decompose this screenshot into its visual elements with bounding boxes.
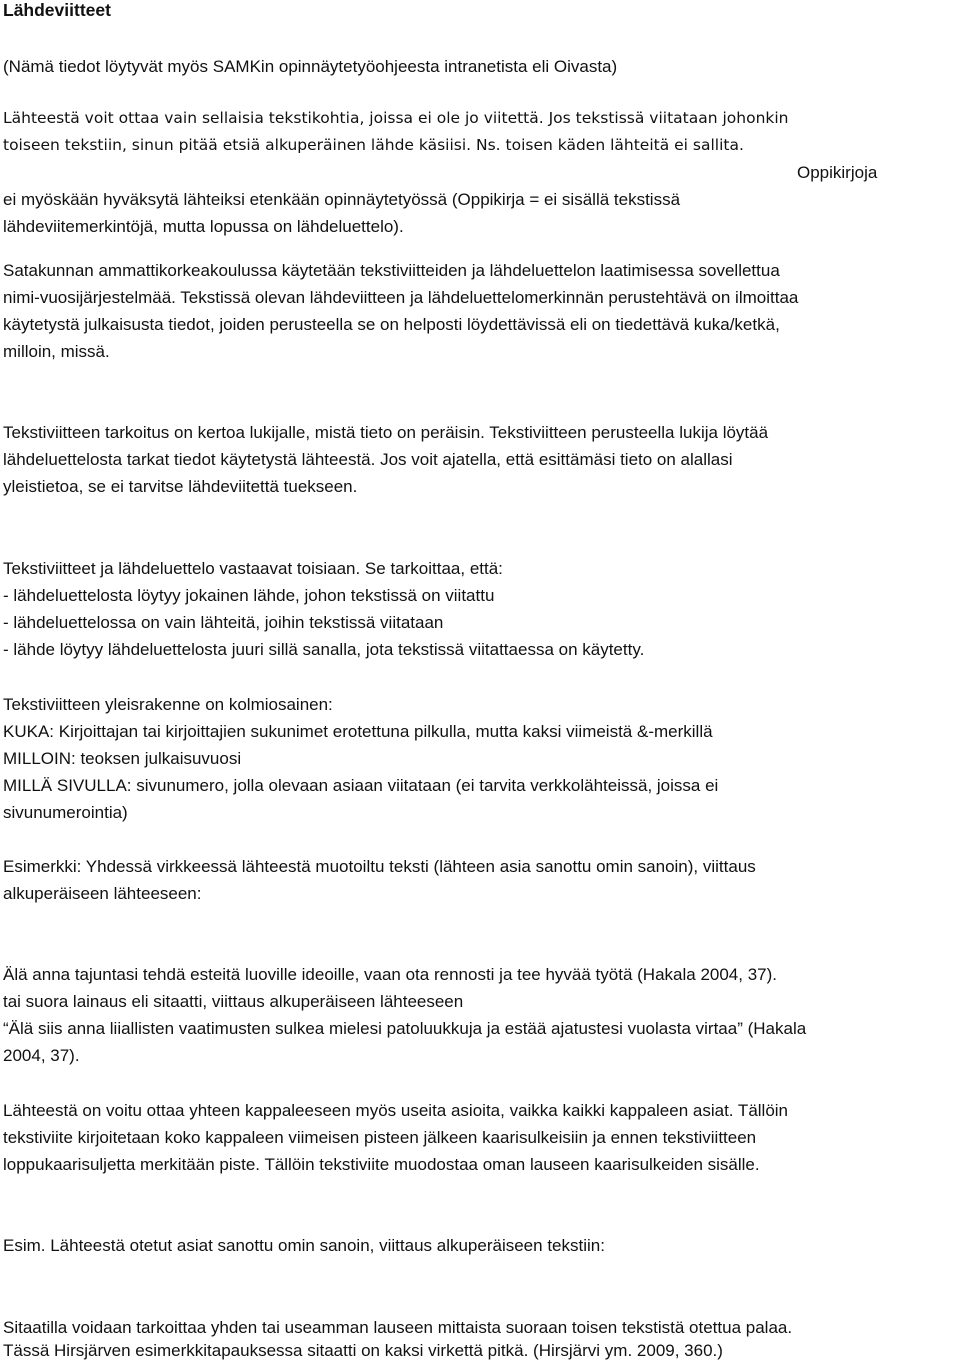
paragraph-line: alkuperäiseen lähteeseen: [3, 884, 202, 903]
paragraph-line: lähdeluettelosta tarkat tiedot käytetystä lähteestä. Jos voit ajatella, että esittämäsi tieto on alallasi [3, 450, 733, 469]
list-item: - lähde löytyy lähdeluettelosta juuri sillä sanalla, jota tekstissä viitattaessa on käytetty. [3, 640, 645, 659]
paragraph-line: Esim. Lähteestä otetut asiat sanottu omin sanoin, viittaus alkuperäiseen tekstiin: [3, 1236, 605, 1255]
paragraph-line: ei myöskään hyväksytä lähteiksi etenkään opinnäytetyössä (Oppikirja = ei sisällä tekstissä [3, 190, 681, 209]
list-item: - lähdeluettelossa on vain lähteitä, joihin tekstissä viitataan [3, 613, 444, 632]
paragraph-line: MILLÄ SIVULLA: sivunumero, jolla olevaan asiaan viitataan (ei tarvita verkkolähteissä, joissa ei [3, 776, 719, 795]
paragraph-line: milloin, missä. [3, 342, 110, 361]
paragraph-line: yleistietoa, se ei tarvitse lähdeviitettä tuekseen. [3, 477, 358, 496]
paragraph-line: tai suora lainaus eli sitaatti, viittaus alkuperäiseen lähteeseen [3, 992, 464, 1011]
paragraph-line: Esimerkki: Yhdessä virkkeessä lähteestä muotoiltu teksti (lähteen asia sanottu omin sanoin), viittaus [3, 857, 756, 876]
paragraph-line: nimi-vuosijärjestelmää. Tekstissä olevan lähdeviitteen ja lähdeluettelomerkinnän perustehtävä on ilmoittaa [3, 288, 799, 307]
paragraph-line: Lähteestä on voitu ottaa yhteen kappaleeseen myös useita asioita, vaikka kaikki kappaleen asiat. Tällöin [3, 1101, 789, 1120]
document-title: Lähdeviitteet [3, 0, 111, 20]
paragraph-line: Tekstiviitteen tarkoitus on kertoa lukijalle, mistä tieto on peräisin. Tekstiviitteen perusteella lukija löytää [3, 423, 769, 442]
paragraph-line: 2004, 37). [3, 1046, 80, 1065]
paragraph-line: KUKA: Kirjoittajan tai kirjoittajien sukunimet erotettuna pilkulla, mutta kaksi viimeistä &-merkillä [3, 722, 713, 741]
paragraph-line: “Älä siis anna liiallisten vaatimusten sulkea mielesi patoluukkuja ja estää ajatustesi vuolasta virtaa” (Hakala [3, 1019, 807, 1038]
paragraph-line: MILLOIN: teoksen julkaisuvuosi [3, 749, 242, 768]
paragraph-line: toiseen tekstiin, sinun pitää etsiä alkuperäinen lähde käsiisi. Ns. toisen käden lähteitä ei sallita. [3, 136, 744, 154]
paragraph-line: Oppikirjoja [797, 163, 878, 182]
paragraph-line: Lähteestä voit ottaa vain sellaisia tekstikohtia, joissa ei ole jo viitettä. Jos tekstissä viitataan johonkin [3, 109, 789, 127]
paragraph-line: sivunumerointia) [3, 803, 128, 822]
paragraph-line: tekstiviite kirjoitetaan koko kappaleen viimeisen pisteen jälkeen kaarisulkeisiin ja ennen tekstiviitteen [3, 1128, 757, 1147]
list-item: - lähdeluettelosta löytyy jokainen lähde, johon tekstissä on viitattu [3, 586, 495, 605]
paragraph-line: käytetystä julkaisusta tiedot, joiden perusteella se on helposti löydettävissä eli on tiedettävä kuka/ketkä, [3, 315, 780, 334]
paragraph-line: Älä anna tajuntasi tehdä esteitä luoville ideoille, vaan ota rennosti ja tee hyvää työtä (Hakala 2004, 37). [3, 965, 777, 984]
paragraph-line: Sitaatilla voidaan tarkoittaa yhden tai useamman lauseen mittaista suoraan toisen tekstistä otettua palaa. [3, 1318, 793, 1337]
paragraph-line: loppukaarisuljetta merkitään piste. Tällöin tekstiviite muodostaa oman lauseen kaarisulkeiden sisälle. [3, 1155, 760, 1174]
intro-note: (Nämä tiedot löytyvät myös SAMKin opinnäytetyöohjeesta intranetista eli Oivasta) [3, 57, 618, 76]
paragraph-line: Tekstiviitteet ja lähdeluettelo vastaavat toisiaan. Se tarkoittaa, että: [3, 559, 503, 578]
paragraph-line: lähdeviitemerkintöjä, mutta lopussa on lähdeluettelo). [3, 217, 404, 236]
paragraph-line: Tässä Hirsjärven esimerkkitapauksessa sitaatti on kaksi virkettä pitkä. (Hirsjärvi ym. 2009, 360.) [3, 1341, 723, 1360]
paragraph-line: Satakunnan ammattikorkeakoulussa käytetään tekstiviitteiden ja lähdeluettelon laatimisessa sovellettua [3, 261, 780, 280]
paragraph-line: Tekstiviitteen yleisrakenne on kolmiosainen: [3, 695, 333, 714]
